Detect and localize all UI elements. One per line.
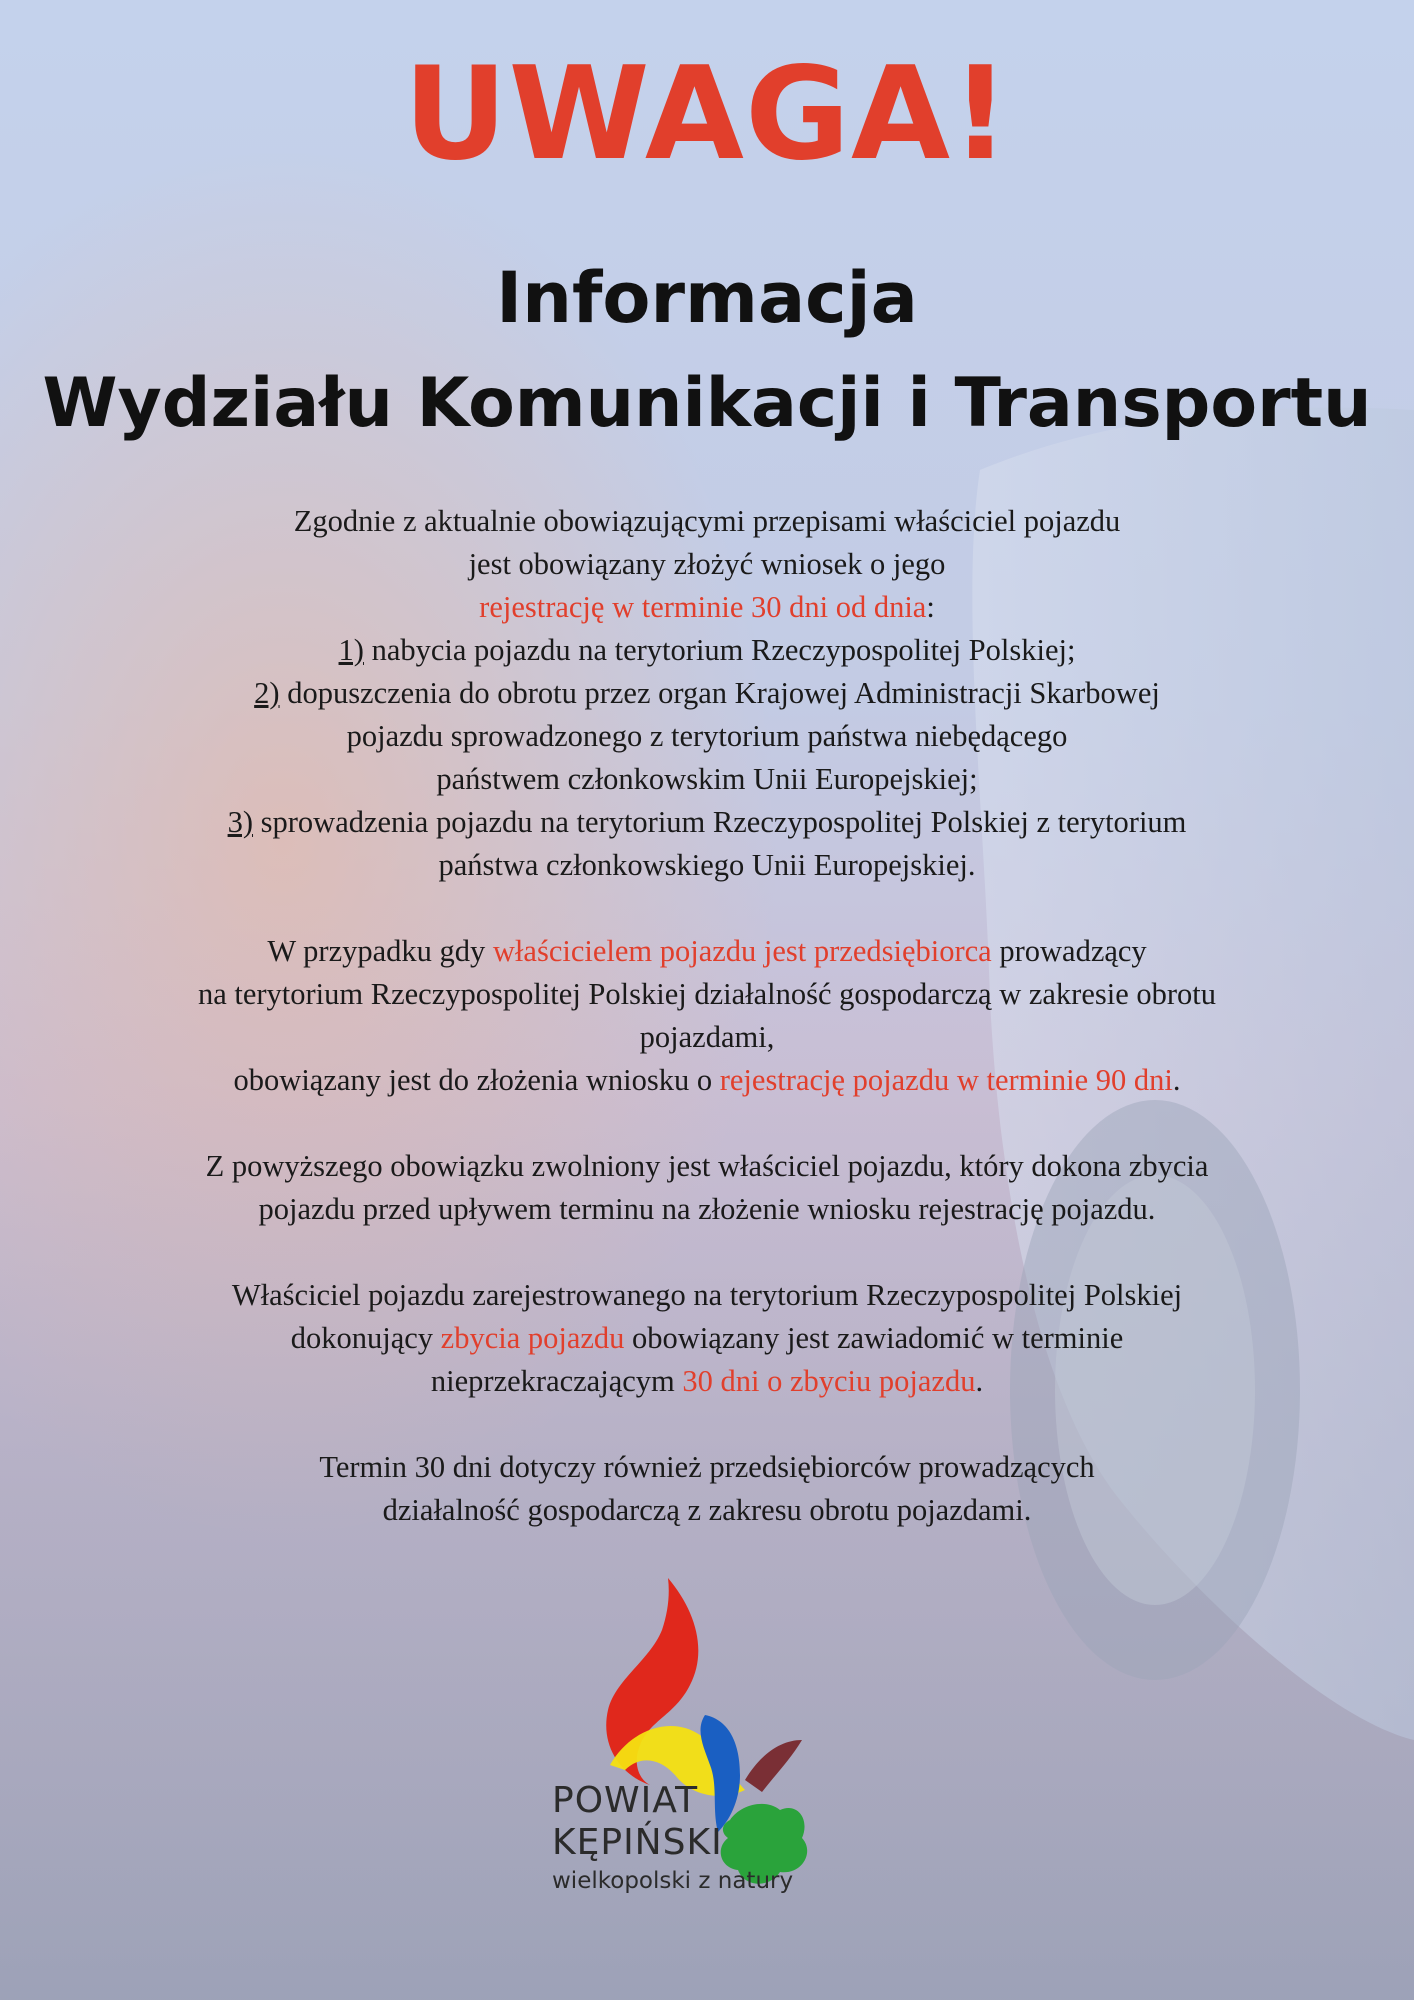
text-line: działalność gospodarczą z zakresu obrotu pojazdami. [382, 1493, 1032, 1527]
list-item: 1) nabycia pojazdu na terytorium Rzeczypospolitej Polskiej; [338, 633, 1076, 667]
list-number: 1) [338, 633, 364, 667]
text-line: dokonujący zbycia pojazdu obowiązany jest zawiadomić w terminie [290, 1321, 1124, 1355]
warning-title: UWAGA! [403, 40, 1011, 189]
text-line: Z powyższego obowiązku zwolniony jest właściciel pojazdu, który dokona zbycia [205, 1149, 1209, 1183]
text-line: pojazdami, [639, 1020, 775, 1054]
logo-name-line2: KĘPIŃSKI [552, 1822, 723, 1863]
text-line: Właściciel pojazdu zarejestrowanego na terytorium Rzeczypospolitej Polskiej [231, 1278, 1183, 1312]
text-line: pojazdu sprowadzonego z terytorium państwa niebędącego [346, 719, 1068, 753]
logo-name-line1: POWIAT [552, 1780, 699, 1821]
text-line: W przypadku gdy właścicielem pojazdu jest przedsiębiorca prowadzący [267, 934, 1147, 968]
text-line: na terytorium Rzeczypospolitej Polskiej działalność gospodarczą w zakresie obrotu [197, 977, 1217, 1011]
text-line: pojazdu przed upływem terminu na złożenie wniosku rejestrację pojazdu. [258, 1192, 1156, 1226]
text-line: obowiązany jest do złożenia wniosku o rejestrację pojazdu w terminie 90 dni. [233, 1063, 1181, 1097]
list-number: 3) [227, 805, 254, 839]
highlight-text: 30 dni o zbyciu pojazdu [682, 1364, 976, 1398]
highlight-text: rejestrację w terminie 30 dni od dnia [479, 590, 927, 624]
notice-body [20, 500, 1394, 1532]
text-line: Termin 30 dni dotyczy również przedsiębiorców prowadzących [319, 1450, 1095, 1484]
highlight-text: właścicielem pojazdu jest przedsiębiorca [492, 934, 992, 968]
heading-department: Wydziału Komunikacji i Transportu [42, 364, 1372, 443]
list-item: 2) dopuszczenia do obrotu przez organ Krajowej Administracji Skarbowej [254, 676, 1160, 710]
text-line: jest obowiązany złożyć wniosek o jego [468, 547, 946, 581]
text-line: Zgodnie z aktualnie obowiązującymi przepisami właściciel pojazdu [293, 504, 1121, 538]
heading-information: Informacja [496, 257, 918, 339]
list-number: 2) [254, 676, 280, 710]
highlight-text: zbycia pojazdu [440, 1321, 625, 1355]
highlight-text: rejestrację pojazdu w terminie 90 dni [719, 1063, 1173, 1097]
text-line: nieprzekraczającym 30 dni o zbyciu pojazdu. [430, 1364, 984, 1398]
text-line: państwem członkowskim Unii Europejskiej; [436, 762, 978, 796]
logo-tagline: wielkopolski z natury [552, 1868, 794, 1894]
text-line: rejestrację w terminie 30 dni od dnia: [479, 590, 935, 624]
text-line: państwa członkowskiego Unii Europejskiej. [438, 848, 976, 882]
list-item: 3) sprowadzenia pojazdu na terytorium Rzeczypospolitej Polskiej z terytorium [227, 805, 1187, 839]
